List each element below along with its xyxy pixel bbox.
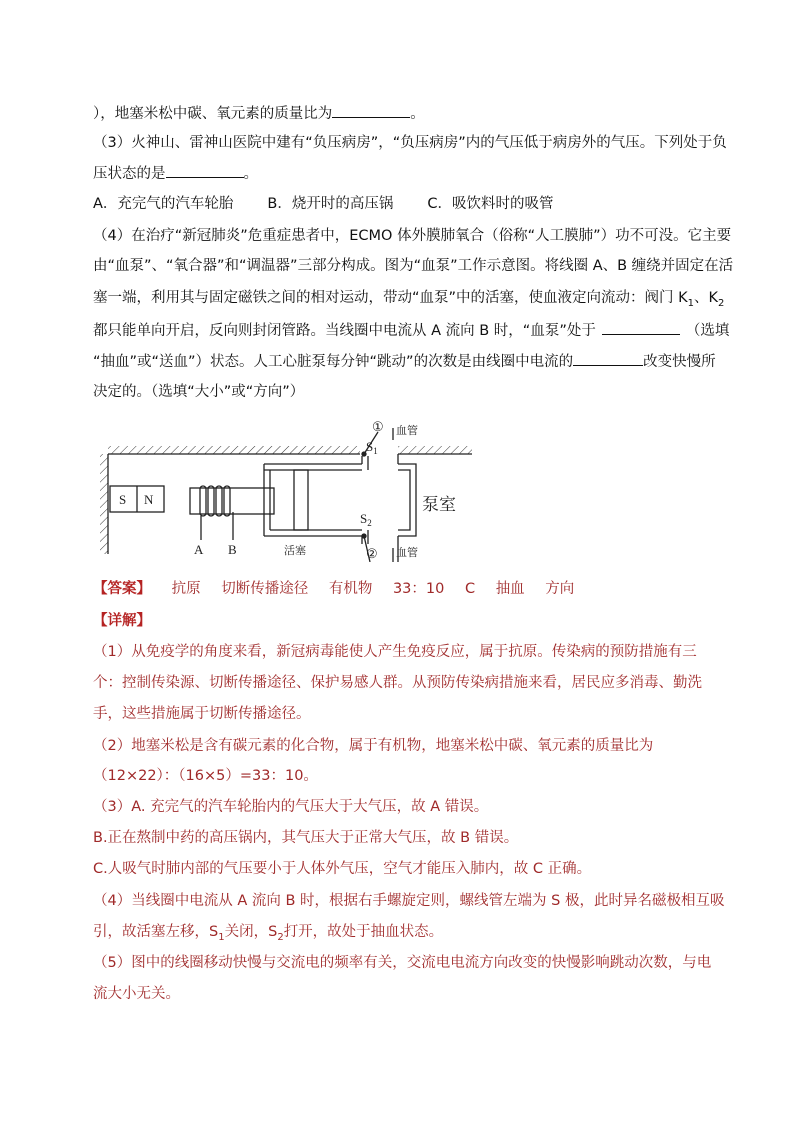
question-line: 压状态的是 。 — [93, 163, 258, 184]
answer-item: 抽血 — [495, 581, 525, 597]
valve2-number: ② — [366, 546, 378, 561]
vessel1-label: 血管 — [396, 424, 418, 437]
detail-line: B.正在熬制中药的高压锅内，其气压大于正常大气压，故 B 错误。 — [93, 830, 519, 846]
blood-pump-diagram — [98, 416, 478, 562]
piston-label: 活塞 — [284, 544, 306, 557]
detail-line: （12×22）：（16×5）=33：10。 — [93, 768, 318, 784]
chamber-label: 泵室 — [422, 495, 456, 515]
ceiling-hatch-right — [398, 446, 472, 454]
question-line: ），地塞米松中碳、氧元素的质量比为 。 — [93, 103, 425, 124]
magnet-n-label: N — [144, 492, 154, 507]
answer-blank — [332, 103, 410, 118]
chamber-valve-walls — [362, 456, 368, 544]
piston-rod — [190, 488, 274, 514]
detail-line: （2）地塞米松是含有碳元素的化合物，属于有机物，地塞米松中碳、氧元素的质量比为 — [93, 738, 654, 754]
question-line: 由“血泵”、“氧合器”和“调温器”三部分构成。图为“血泵”工作示意图。将线圈 A、B 缠绕并固定在活 — [93, 258, 734, 274]
answer-blank — [573, 351, 643, 366]
detail-line: 个：控制传染源、切断传播途径、保护易感人群。从预防传染病措施来看，居民应多消毒、勤洗 — [93, 675, 702, 691]
answer-item: 抗原 — [171, 581, 201, 597]
detail-line: 手，这些措施属于切断传播途径。 — [93, 706, 311, 722]
piston — [294, 470, 308, 530]
detail-line: （3）A. 充完气的汽车轮胎内的气压大于大气压，故 A 错误。 — [93, 799, 489, 815]
option-a: A．充完气的汽车轮胎 — [93, 196, 234, 212]
coil-b-label: B — [228, 542, 237, 557]
chamber-wall — [398, 464, 416, 536]
detail-line: 引，故活塞左移，$S_1$关闭，$S_2$打开，故处于抽血状态。 — [93, 924, 444, 943]
cylinder-wall — [264, 464, 362, 536]
answer-blank — [602, 320, 680, 335]
question-line: 塞一端，利用其与固定磁铁之间的相对运动，带动“血泵”中的活塞，使血液定向流动：阀门 $K_1$、$K_2$ — [93, 290, 725, 309]
answer-tag: 【答案】 — [93, 581, 151, 597]
detail-line: C.人吸气时肺内部的气压要小于人体外气压，空气才能压入肺内，故 C 正确。 — [93, 861, 592, 877]
valve-s2-label: $S_2$ — [360, 511, 372, 528]
answer-item: C — [464, 581, 476, 597]
valve-s1-label: $S_1$ — [366, 439, 378, 456]
valve1-number: ① — [372, 419, 384, 434]
magnet-s-label: S — [119, 492, 127, 507]
answer-item: 切断传播途径 — [221, 581, 309, 597]
coil-turn — [208, 486, 214, 516]
ceiling-hatch — [108, 446, 360, 454]
coil-turn — [216, 486, 222, 516]
question-line: “抽血”或“送血”）状态。人工心脏泵每分钟“跳动”的次数是由线圈中电流的 改变快慢所 — [93, 351, 716, 372]
option-b: B．烧开时的高压锅 — [267, 196, 394, 212]
question-line: 决定的。（选填“大小”或“方向”） — [93, 384, 305, 400]
vessel2-label: 血管 — [396, 546, 418, 559]
detail-line: （5）图中的线圈移动快慢与交流电的频率有关，交流电电流方向改变的快慢影响跳动次数，与电 — [93, 955, 712, 971]
coil-turn — [200, 486, 206, 516]
answer-item: 有机物 — [328, 581, 373, 597]
answer-blank — [166, 163, 244, 178]
answer-item: 33：10 — [392, 581, 445, 597]
option-c: C．吸饮料时的吸管 — [427, 196, 554, 212]
question-line: 都只能单向开启，反向则封闭管路。当线圈中电流从 A 流向 B 时，“血泵”处于 （选填 — [93, 320, 729, 341]
coil-a-label: A — [194, 542, 204, 557]
question-line: （4）在治疗“新冠肺炎”危重症患者中，ECMO 体外膜肺氧合（俗称“人工膜肺”）功不可没。它主要 — [93, 228, 732, 244]
detail-line: 流大小无关。 — [93, 986, 180, 1002]
options-row — [93, 194, 554, 214]
question-line: （3）火神山、雷神山医院中建有“负压病房”，“负压病房”内的气压低于病房外的气压。下列处于负 — [93, 135, 727, 151]
answer-item: 方向 — [545, 581, 575, 597]
detail-tag: 【详解】 — [93, 613, 151, 629]
coil-turn — [224, 486, 230, 516]
wall-hatch — [100, 454, 108, 554]
answer-row — [93, 579, 590, 599]
detail-line: （1）从免疫学的角度来看，新冠病毒能使人产生免疫反应，属于抗原。传染病的预防措施有三 — [93, 644, 697, 660]
detail-line: （4）当线圈中电流从 A 流向 B 时，根据右手螺旋定则，螺线管左端为 S 极，此时异名磁极相互吸 — [93, 893, 725, 909]
